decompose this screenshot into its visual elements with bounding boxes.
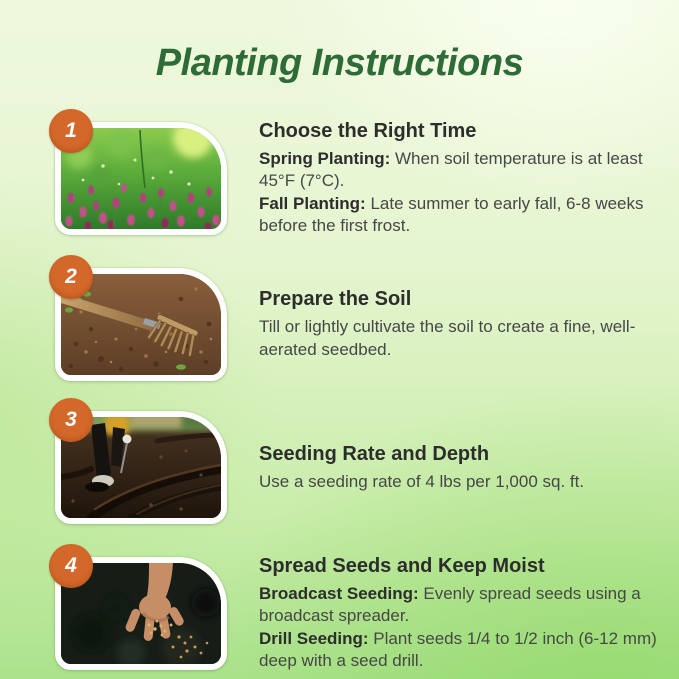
step-4-paragraph — [259, 583, 657, 628]
step-row-4 — [55, 554, 679, 673]
step-1-body-fall: Late summer to early fall, 6-8 weeks before the first frost. — [259, 193, 644, 236]
step-4-body-drill: Plant seeds 1/4 to 1/2 inch (6-12 mm) deep with a seed drill. — [259, 628, 657, 671]
step-2-photo-frame — [55, 264, 227, 381]
step-row-1 — [55, 119, 679, 238]
step-4-lead-broadcast: Broadcast Seeding: — [259, 583, 419, 603]
step-1-title: Choose the Right Time — [259, 120, 477, 142]
step-1-lead-fall: Fall Planting: — [259, 193, 366, 213]
step-3-paragraph — [259, 471, 657, 493]
step-3-text — [259, 442, 657, 493]
step-3-title: Seeding Rate and Depth — [259, 442, 490, 465]
step-2-number-badge: 2 — [49, 255, 93, 299]
step-4-paragraph — [259, 628, 657, 673]
step-4-photo-frame — [55, 553, 227, 670]
step-2-text — [259, 287, 657, 361]
step-4-title: Spread Seeds and Keep Moist — [259, 554, 545, 577]
step-4-text — [259, 554, 657, 673]
step-3-body: Use a seeding rate of 4 lbs per 1,000 sq. ft. — [259, 471, 585, 491]
step-1-body-spring: When soil temperature is at least 45°F (7°C). — [259, 149, 643, 191]
step-1-paragraph — [259, 193, 657, 238]
step-1-text — [259, 119, 657, 238]
step-2-title: Prepare the Soil — [259, 288, 412, 311]
step-4-lead-drill: Drill Seeding: — [259, 628, 369, 648]
step-4-number-badge: 4 — [49, 544, 93, 588]
step-1-number-badge: 1 — [49, 109, 93, 153]
step-4-body-broadcast: Evenly spread seeds using a broadcast spreader. — [259, 583, 641, 626]
step-row-3 — [55, 407, 679, 524]
step-3-number-badge: 3 — [49, 398, 93, 442]
step-row-2 — [55, 264, 679, 381]
steps-list — [0, 119, 679, 673]
step-2-body: Till or lightly cultivate the soil to create a fine, well-aerated seedbed. — [259, 317, 636, 359]
step-1-lead-spring: Spring Planting: — [259, 149, 391, 168]
step-3-photo-frame — [55, 407, 227, 524]
step-1-photo-frame — [55, 118, 227, 235]
step-2-paragraph — [259, 316, 657, 361]
step-1-paragraph — [259, 148, 657, 193]
page-title: Planting Instructions — [155, 42, 524, 84]
